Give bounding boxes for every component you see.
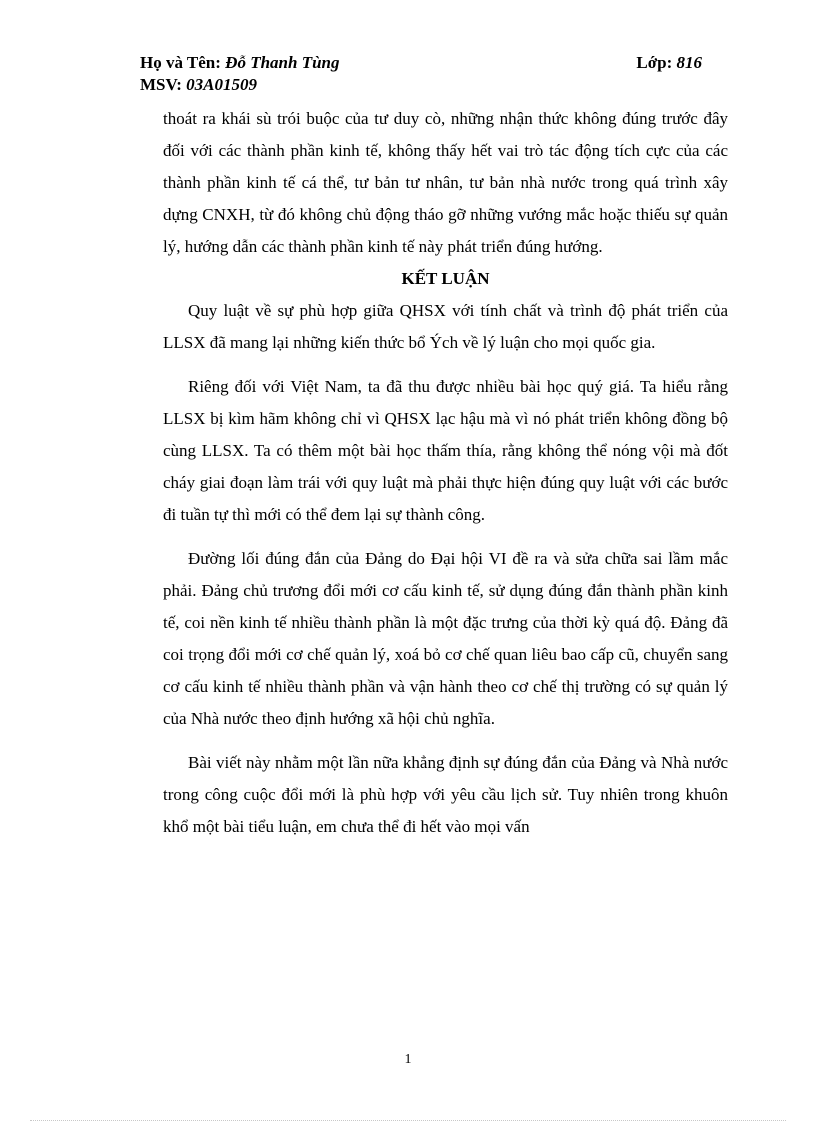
paragraph-4: Bài viết này nhằm một lần nữa khẳng định sự đúng đắn của Đảng và Nhà nước trong công cuộc đổi mới là phù hợp với yêu cầu lịch sử. Tuy nhiên trong khuôn khổ một bài tiểu luận, em chưa thể đi hết vào mọi vấn xyxy=(163,753,728,836)
page-number: 1 xyxy=(404,1052,412,1067)
page-header xyxy=(140,52,710,96)
header-row-name xyxy=(140,52,710,74)
paragraph-2: Riêng đối với Việt Nam, ta đã thu được nhiều bài học quý giá. Ta hiểu rằng LLSX bị kìm hãm không chỉ vì QHSX lạc hậu mà vì nó phát triển không đồng bộ cùng LLSX. Ta có thêm một bài học thấm thía, rằng không thể nóng vội mà đốt cháy giai đoạn làm trái với quy luật mà phải thực hiện đúng quy luật với các bước đi tuần tự thì mới có thể đem lại sự thành công. xyxy=(163,377,728,524)
student-id xyxy=(140,74,257,96)
header-row-msv xyxy=(140,74,710,96)
page-bottom-divider xyxy=(30,1120,786,1121)
class-value: 816 xyxy=(676,53,702,72)
msv-label: MSV: xyxy=(140,75,182,94)
name-label: Họ và Tên: xyxy=(140,53,221,72)
section-heading: KẾT LUẬN xyxy=(401,269,490,288)
class-label: Lớp: xyxy=(636,53,673,72)
paragraph-1: Quy luật về sự phù hợp giữa QHSX với tính chất và trình độ phát triển của LLSX đã mang lại những kiến thức bổ Ých về lý luận cho mọi quốc gia. xyxy=(163,301,728,352)
student-class xyxy=(636,52,702,74)
paragraph-continuation: thoát ra khái sù trói buộc của tư duy cò, những nhận thức không đúng trước đây đối với các thành phần kinh tế, không thấy hết vai trò tác động tích cực của các thành phần kinh tế cá thể, tư bản tư nhân, tư bản nhà nước trong quá trình xây dựng CNXH, từ đó không chủ động tháo gỡ những vướng mắc hoặc thiếu sự quản lý, hướng dẫn các thành phần kinh tế này phát triển đúng hướng. xyxy=(163,109,728,256)
paragraph-3: Đường lối đúng đắn của Đảng do Đại hội VI đề ra và sửa chữa sai lầm mắc phải. Đảng chủ trương đổi mới cơ cấu kinh tế, sử dụng đúng đắn thành phần kinh tế, coi nền kinh tế nhiều thành phần là một đặc trưng của thời kỳ quá độ. Đảng đã coi trọng đổi mới cơ chế quản lý, xoá bỏ cơ chế quan liêu bao cấp cũ, chuyển sang cơ cấu kinh tế nhiều thành phần và vận hành theo cơ chế thị trường có sự quản lý của Nhà nước theo định hướng xã hội chủ nghĩa. xyxy=(163,549,728,728)
student-name xyxy=(140,52,340,74)
document-body xyxy=(163,103,728,843)
msv-value: 03A01509 xyxy=(186,75,257,94)
name-value: Đỗ Thanh Tùng xyxy=(225,53,340,72)
